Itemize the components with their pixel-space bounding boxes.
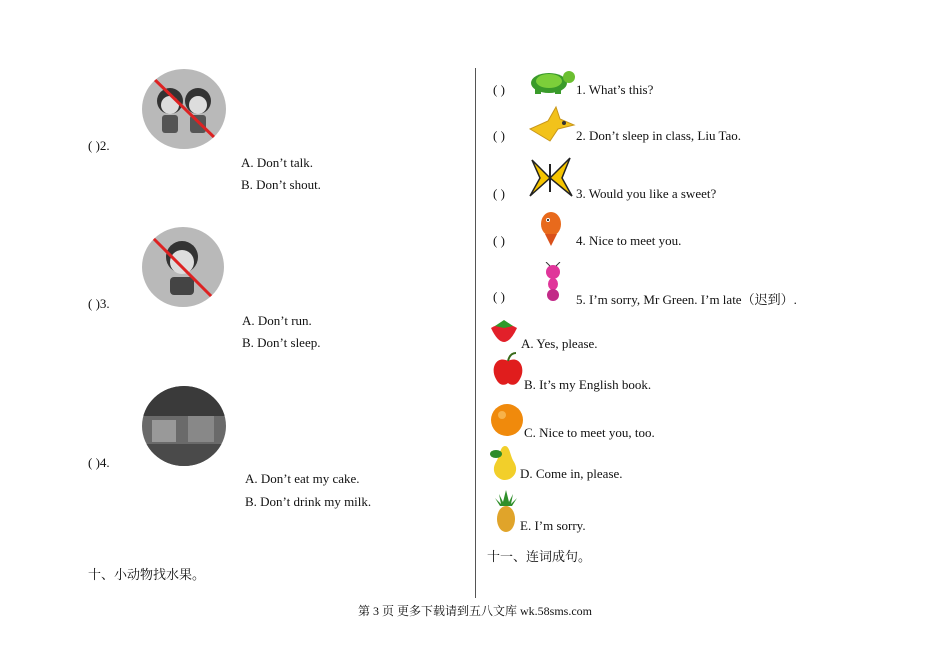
- animal-sentence-3: 3. Would you like a sweet?: [576, 186, 717, 201]
- cake-scene-photo-icon: [142, 386, 226, 466]
- turtle-icon: [527, 67, 577, 95]
- answer-blank[interactable]: ( ): [493, 289, 505, 304]
- animal-sentence-4: 4. Nice to meet you.: [576, 233, 682, 248]
- fruit-answer-c: C. Nice to meet you, too.: [524, 425, 655, 440]
- fruit-answer-b: B. It’s my English book.: [524, 377, 652, 392]
- answer-blank[interactable]: ( ): [88, 455, 100, 470]
- pear-icon: [488, 440, 522, 480]
- option-a: A. Don’t talk.: [241, 155, 313, 170]
- animal-row-4: [493, 233, 505, 249]
- pineapple-icon: [493, 490, 519, 532]
- bird-icon: [526, 103, 576, 143]
- section-heading-11: 十一、连词成句。: [487, 549, 592, 564]
- question-2-label: [88, 138, 110, 154]
- fruit-answer-a: A. Yes, please.: [521, 336, 598, 351]
- orange-icon: [489, 403, 525, 437]
- question-4-label: [88, 455, 110, 471]
- section-heading-10: 十、小动物找水果。: [88, 567, 206, 582]
- column-divider: [475, 68, 476, 598]
- ant-icon: [538, 262, 568, 304]
- question-number: 2.: [99, 138, 110, 153]
- animal-row-1: [493, 82, 505, 98]
- fruit-answer-d: D. Come in, please.: [520, 466, 623, 481]
- option-b: B. Don’t drink my milk.: [245, 494, 372, 509]
- answer-blank[interactable]: ( ): [88, 138, 100, 153]
- no-talking-kids-icon: [142, 69, 226, 149]
- animal-sentence-1: 1. What’s this?: [576, 82, 654, 97]
- animal-row-3: [493, 186, 505, 202]
- butterfly-icon: [526, 156, 574, 200]
- option-a: A. Don’t eat my cake.: [245, 471, 360, 486]
- strawberry-icon: [487, 316, 521, 350]
- animal-sentence-2: 2. Don’t sleep in class, Liu Tao.: [576, 128, 742, 143]
- answer-blank[interactable]: ( ): [493, 186, 505, 201]
- fruit-answer-e: E. I’m sorry.: [520, 518, 586, 533]
- answer-blank[interactable]: ( ): [493, 233, 505, 248]
- answer-blank[interactable]: ( ): [493, 82, 505, 97]
- option-a: A. Don’t run.: [242, 313, 312, 328]
- answer-blank[interactable]: ( ): [88, 296, 100, 311]
- option-b: B. Don’t shout.: [241, 177, 321, 192]
- apple-icon: [490, 351, 526, 389]
- fish-icon: [535, 208, 567, 248]
- question-3-label: [88, 296, 110, 312]
- question-number: 4.: [99, 455, 110, 470]
- page-footer: 第 3 页 更多下载请到五八文库 wk.58sms.com: [357, 604, 592, 618]
- no-sleeping-boy-icon: [142, 227, 224, 307]
- option-b: B. Don’t sleep.: [242, 335, 321, 350]
- answer-blank[interactable]: ( ): [493, 128, 505, 143]
- animal-row-5: [493, 289, 505, 305]
- animal-row-2: [493, 128, 505, 144]
- question-number: 3.: [99, 296, 110, 311]
- animal-sentence-5: 5. I’m sorry, Mr Green. I’m late（迟到）.: [576, 292, 797, 307]
